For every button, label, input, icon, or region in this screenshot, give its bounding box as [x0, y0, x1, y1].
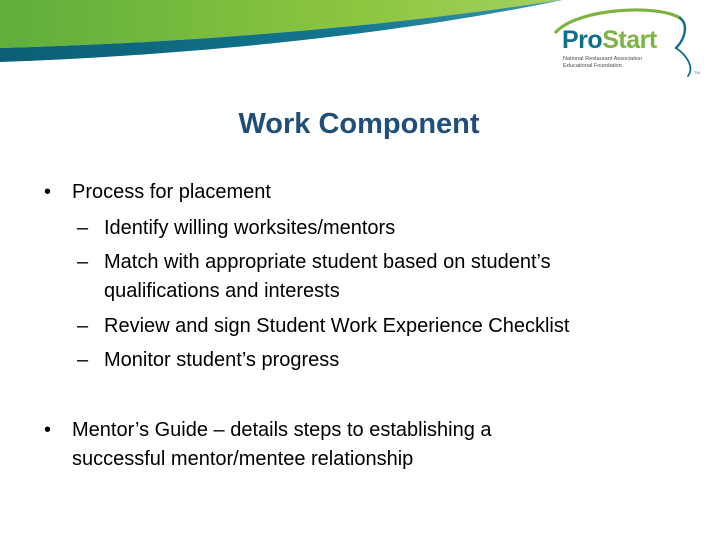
sub-bullet-text: Identify willing worksites/mentors — [104, 217, 396, 239]
sub-bullet-marker: – — [77, 315, 89, 337]
logo-word-start: Start — [602, 26, 657, 54]
sub-bullet-marker: – — [77, 349, 89, 371]
bullet-text: Mentor’s Guide – details steps to establishing a — [72, 419, 492, 441]
slide-title-text: Work Component — [238, 108, 480, 140]
sub-bullet-text: Match with appropriate student based on student’s — [104, 251, 551, 273]
bullet-marker: • — [44, 419, 52, 441]
sub-bullet-text: Review and sign Student Work Experience Checklist — [104, 315, 570, 337]
sub-bullet-marker: – — [77, 217, 89, 239]
logo-word-pro: Pro — [562, 26, 603, 54]
sub-bullet-text-continued: qualifications and interests — [104, 280, 340, 302]
logo-subtitle-line1: National Restaurant Association — [563, 56, 643, 62]
bullet-text-continued: successful mentor/mentee relationship — [72, 448, 414, 470]
sub-bullet-text: Monitor student’s progress — [104, 349, 340, 371]
logo-trademark: TM — [694, 70, 700, 75]
bullet-marker: • — [44, 181, 52, 203]
bullet-text: Process for placement — [72, 181, 271, 203]
sub-bullet-marker: – — [77, 251, 89, 273]
logo-subtitle-line2: Educational Foundation — [563, 63, 622, 69]
